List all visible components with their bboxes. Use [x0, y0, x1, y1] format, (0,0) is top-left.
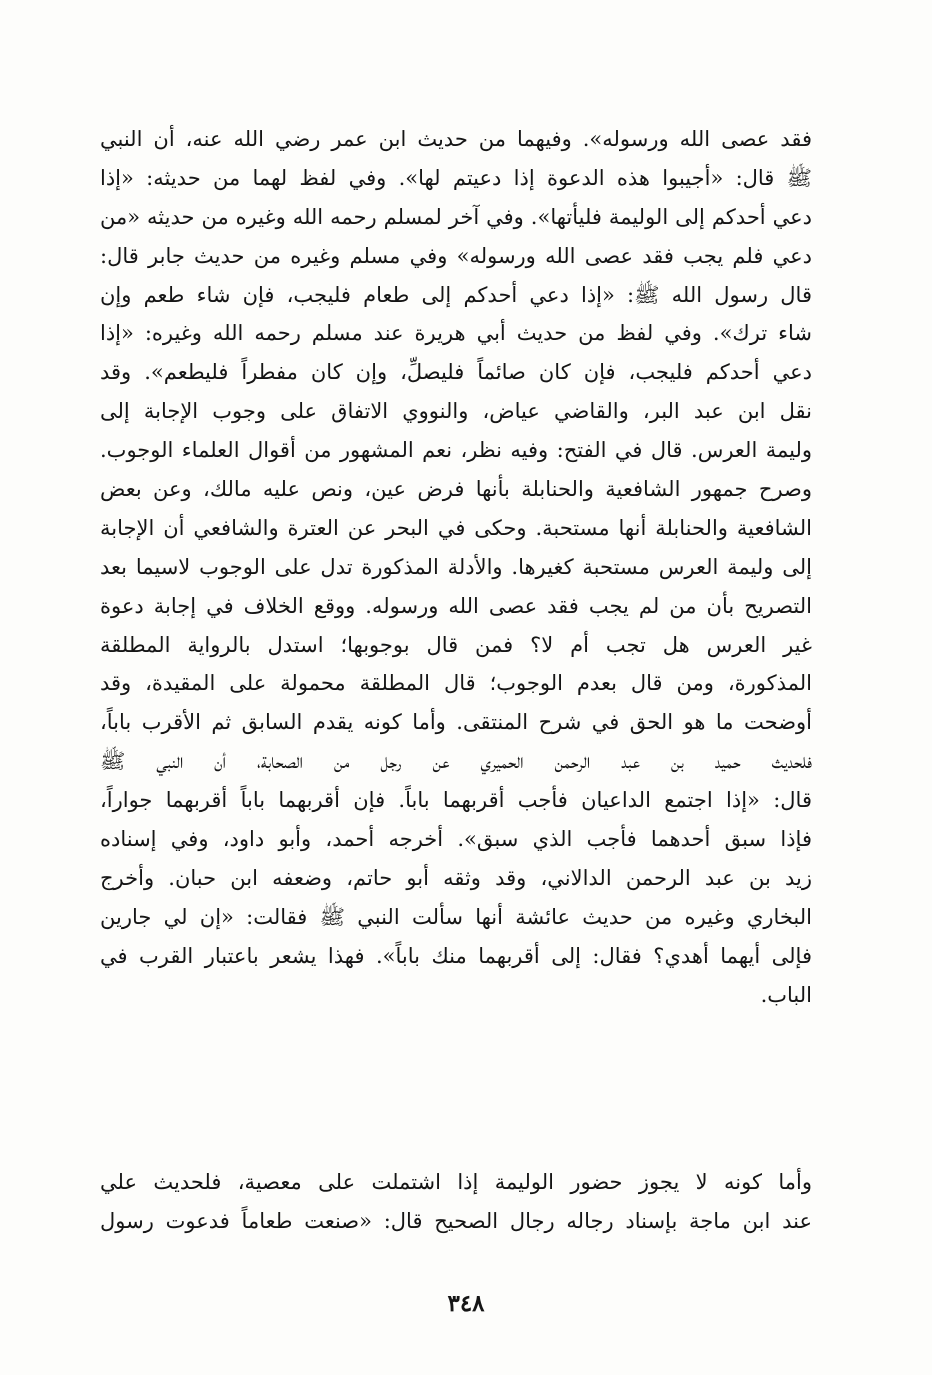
text-line: الشافعية والحنابلة أنها مستحبة. وحكى في البحر عن العترة والشافعي أن الإجابة	[100, 515, 812, 540]
text-line: دعي أحدكم فليجب، فإن كان صائماً فليصلِّ، وإن كان مفطراً فليطعم». وقد	[100, 360, 812, 385]
text-line: فإلى أيهما أهدي؟ فقال: إلى أقربهما منك باباً». فهذا يشعر باعتبار القرب في	[100, 943, 812, 968]
text-line: أوضحت ما هو الحق في شرح المنتقى. وأما كونه يقدم السابق ثم الأقرب باباً،	[100, 710, 812, 735]
text-line: قال: «إذا اجتمع الداعيان فأجب أقربهما باباً. فإن أقربهما باباً أقربهما جواراً،	[100, 788, 812, 813]
text-line: التصريح بأن من لم يجب فقد عصى الله ورسوله. ووقع الخلاف في إجابة دعوة	[100, 593, 812, 618]
page-number: ٣٤٨	[447, 1290, 485, 1317]
text-line: زيد بن عبد الرحمن الدالاني، وقد وثقه أبو حاتم، وضعفه ابن حبان. وأخرج	[100, 865, 812, 890]
text-line: دعي فلم يجب فقد عصى الله ورسوله» وفي مسلم وغيره من حديث جابر قال:	[100, 243, 812, 268]
text-line: الباب.	[760, 982, 812, 1007]
text-line: غير العرس هل تجب أم لا؟ فمن قال بوجوبها؛ استدل بالرواية المطلقة	[100, 632, 812, 657]
text-line: فإذا سبق أحدهما فأجب الذي سبق». أخرجه أحمد، وأبو داود، وفي إسناده	[100, 827, 812, 852]
paragraph-2	[100, 1163, 812, 1241]
text-line: فلحديث حميد بن عبد الرحمن الحميري عن رجل من الصحابة، أن النبي ﷺ	[100, 749, 812, 774]
text-line: المذكورة، ومن قال بعدم الوجوب؛ قال المطلقة محمولة على المقيدة، وقد	[100, 671, 812, 696]
text-line: فقد عصى الله ورسوله». وفيهما من حديث ابن عمر رضي الله عنه، أن النبي	[100, 127, 812, 151]
text-line: نقل ابن عبد البر، والقاضي عياض، والنووي الاتفاق على وجوب الإجابة إلى	[100, 399, 812, 424]
text-line: إلى وليمة العرس مستحبة كغيرها. والأدلة المذكورة تدل على الوجوب لاسيما بعد	[100, 554, 812, 579]
text-line: شاء ترك». وفي لفظ من حديث أبي هريرة عند مسلم رحمه الله وغيره: «إذا	[100, 321, 812, 346]
paragraph-1	[100, 120, 812, 1014]
text-line: قال رسول الله ﷺ: «إذا دعي أحدكم إلى طعام فليجب، فإن شاء طعم وإن	[100, 282, 812, 307]
text-line: ﷺ قال: «أجيبوا هذه الدعوة إذا دعيتم لها». وفي لفظ لهما من حديثه: «إذا	[100, 165, 812, 190]
text-line: دعي أحدكم إلى الوليمة فليأتها». وفي آخر لمسلم رحمه الله وغيره من حديثه «من	[100, 204, 812, 229]
text-line: البخاري وغيره من حديث عائشة أنها سألت النبي ﷺ فقالت: «إن لي جارين	[100, 904, 812, 929]
text-line: وليمة العرس. قال في الفتح: وفيه نظر، نعم المشهور من أقوال العلماء الوجوب.	[100, 438, 812, 463]
text-line: عند ابن ماجة بإسناد رجاله رجال الصحيح قال: «صنعت طعاماً فدعوت رسول	[100, 1208, 812, 1233]
text-line: وصرح جمهور الشافعية والحنابلة بأنها فرض عين، ونص عليه مالك، وعن بعض	[100, 477, 812, 502]
text-line: وأما كونه لا يجوز حضور الوليمة إذا اشتملت على معصية، فلحديث علي	[100, 1170, 812, 1194]
